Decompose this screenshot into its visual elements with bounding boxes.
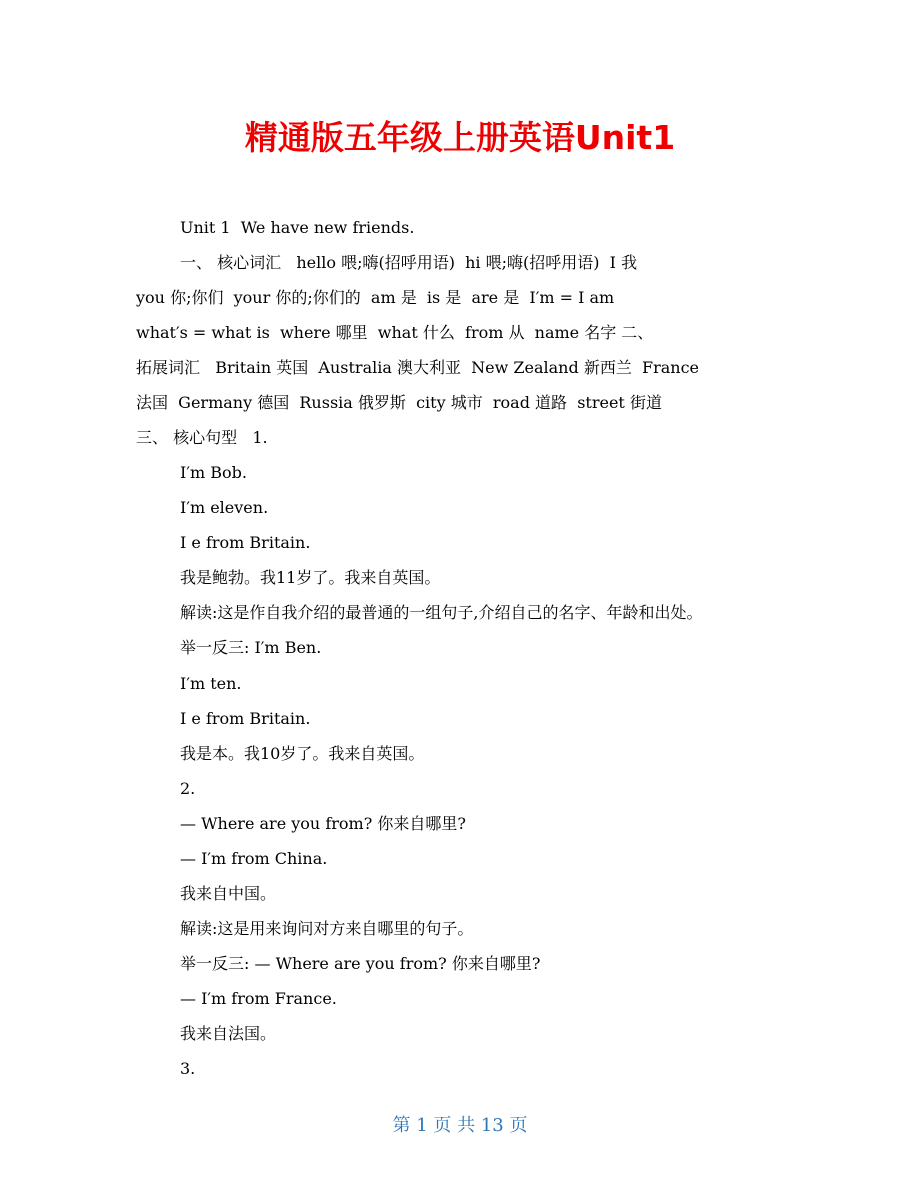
text-line: 2. (180, 779, 196, 798)
text-line: 3. (180, 1059, 196, 1078)
text-line: 我来自法国。 (180, 1024, 277, 1043)
text-line: 解读:这是用来询问对方来自哪里的句子。 (180, 919, 474, 938)
text-line: 法国 Germany 德国 Russia 俄罗斯 city 城市 road 道路 street 街道 (136, 393, 662, 412)
text-line: you 你;你们 your 你的;你们的 am 是 is 是 are 是 I′m = I am (136, 288, 615, 307)
text-line: I′m ten. (180, 674, 242, 693)
text-line: 举一反三: I′m Ben. (180, 638, 322, 657)
document-title: 精通版五年级上册英语Unit1 (244, 118, 676, 157)
text-line: 一、 核心词汇 hello 喂;嗨(招呼用语) hi 喂;嗨(招呼用语) I 我 (180, 253, 638, 272)
text-line: I e from Britain. (180, 533, 311, 552)
text-line: 我来自中国。 (180, 884, 277, 903)
text-line: 解读:这是作自我介绍的最普通的一组句子,介绍自己的名字、年龄和出处。 (180, 603, 703, 622)
page-number: 第 1 页 共 13 页 (392, 1115, 528, 1136)
text-line: — I′m from France. (180, 989, 337, 1008)
text-line: 拓展词汇 Britain 英国 Australia 澳大利亚 New Zealand 新西兰 France (136, 358, 700, 377)
text-line: what′s = what is where 哪里 what 什么 from 从 name 名字 二、 (136, 323, 654, 342)
text-line: 我是鲍勃。我11岁了。我来自英国。 (180, 568, 441, 587)
text-line: I e from Britain. (180, 709, 311, 728)
text-line: — I′m from China. (180, 849, 328, 868)
text-line: 三、 核心句型 1. (136, 428, 268, 447)
text-line: 举一反三: — Where are you from? 你来自哪里? (180, 954, 541, 973)
text-line: Unit 1 We have new friends. (180, 218, 415, 237)
text-line: 我是本。我10岁了。我来自英国。 (180, 744, 425, 763)
text-line: I′m eleven. (180, 498, 269, 517)
text-line: — Where are you from? 你来自哪里? (180, 814, 466, 833)
text-line: I′m Bob. (180, 463, 247, 482)
